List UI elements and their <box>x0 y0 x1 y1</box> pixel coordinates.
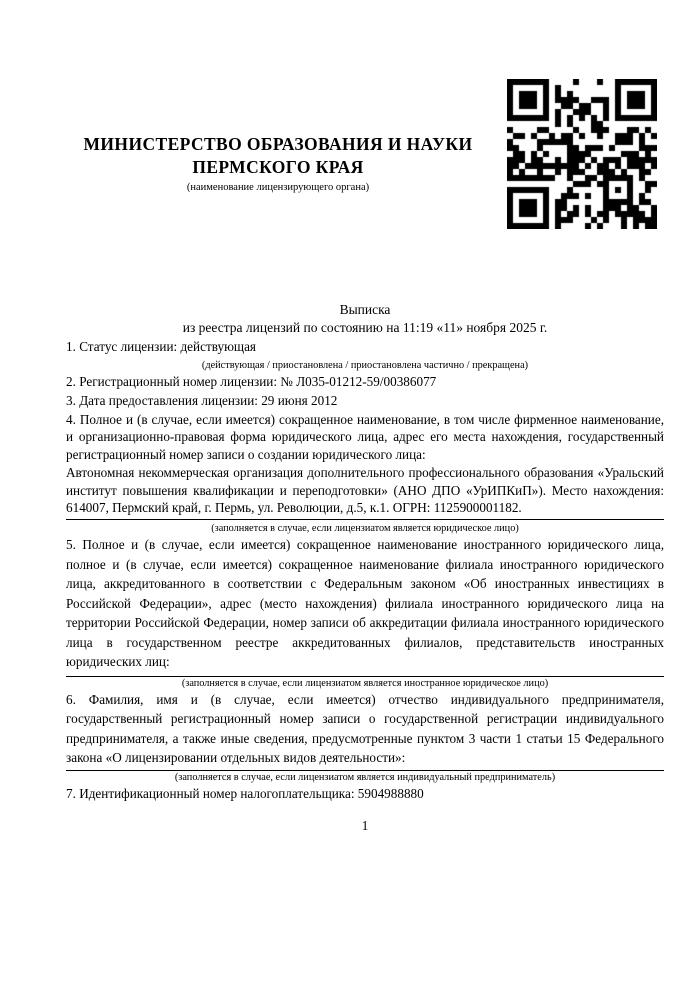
qr-code <box>507 79 657 229</box>
field-legal-entity-caption: (заполняется в случае, если лицензиатом является юридическое лицо) <box>211 523 519 535</box>
title-line1: Выписка <box>339 302 391 317</box>
ministry-caption: (наименование лицензирующего органа) <box>186 182 370 193</box>
title-line2: из реестра лицензий по состоянию на 11:19 «11» ноября 2025 г. <box>182 320 548 335</box>
document-body <box>66 301 664 836</box>
field-legal-entity-value: Автономная некоммерческая организация дополнительного профессионального образования «Уральский институт повышения квалификации и переподготовки» (АНО ДПО «УрИПКиП»). Место нахождения: 614007, Пермский край, г. Пермь, ул. Революции, д.5, к.1. ОГРН: 1125900001182. <box>66 464 664 516</box>
field-entrepreneur-label: 6. Фамилия, имя и (в случае, если имеется) отчество индивидуального предпринимателя, государственный регистрационный номер записи о государственной регистрации индивидуального предпринимателя, а также иные сведения, предусмотренные пунктом 3 части 1 статьи 15 Федерального закона «О лицензировании отдельных видов деятельности»: <box>66 691 664 766</box>
section-legal-entity <box>66 411 664 518</box>
field-entrepreneur-caption: (заполняется в случае, если лицензиатом является индивидуальный предприниматель) <box>174 771 556 783</box>
field-legal-entity-label: 4. Полное и (в случае, если имеется) сокращенное наименование, в том числе фирменное наименование, и организационно-правовая форма юридического лица, адрес его места нахождения, государственный регистрационный номер записи о создании юридического лица: <box>66 411 664 463</box>
field-grant-date: 3. Дата предоставления лицензии: 29 июня 2012 <box>66 393 338 408</box>
ministry-header <box>66 133 490 194</box>
ministry-name-line2: ПЕРМСКОГО КРАЯ <box>192 156 364 177</box>
field-foreign-entity-label: 5. Полное и (в случае, если имеется) сокращенное наименование иностранного юридического лица, полное и (в случае, если имеется) сокращенное наименование филиала иностранного юридического лица, аккредитованного в соответствии с Федеральным законом «Об иностранных инвестициях в Российской Федерации», адрес (место нахождения) филиала иностранного юридического лица на территории Российской Федерации, номер записи об аккредитации филиала иностранного юридического лица в государственном реестре аккредитованных филиалов, представительств иностранных юридических лиц: <box>66 537 664 670</box>
field-license-status: 1. Статус лицензии: действующая <box>66 339 257 354</box>
field-foreign-entity-caption: (заполняется в случае, если лицензиатом является иностранное юридическое лицо) <box>181 677 549 689</box>
field-license-status-caption: (действующая / приостановлена / приостановлена частично / прекращена) <box>201 359 529 371</box>
field-taxpayer-number: 7. Идентификационный номер налогоплательщика: 5904988880 <box>66 785 424 801</box>
ministry-name-line1: МИНИСТЕРСТВО ОБРАЗОВАНИЯ И НАУКИ <box>83 134 473 154</box>
field-registration-number: 2. Регистрационный номер лицензии: № Л035-01212-59/00386077 <box>66 373 437 389</box>
fill-line-legal-entity <box>66 519 664 520</box>
section-individual-entrepreneur <box>66 690 664 768</box>
section-foreign-entity <box>66 535 664 672</box>
document-title <box>66 301 664 337</box>
page-number: 1 <box>361 818 369 834</box>
